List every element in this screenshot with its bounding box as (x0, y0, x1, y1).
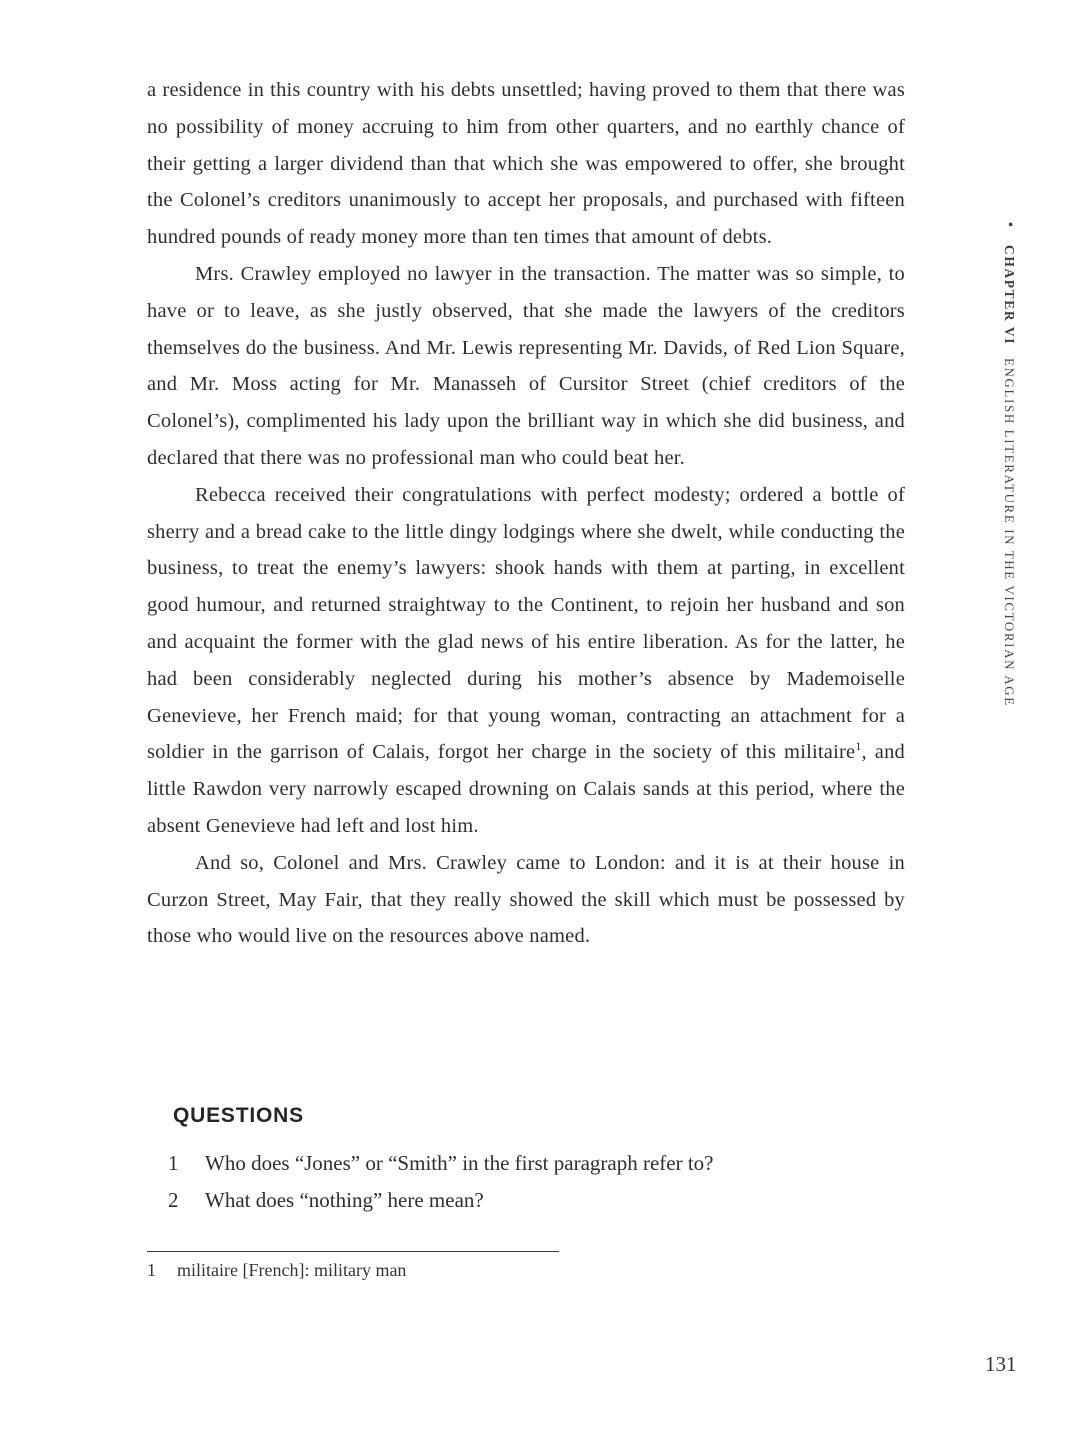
footnote (147, 1259, 559, 1282)
paragraph-4: And so, Colonel and Mrs. Crawley came to London: and it is at their house in Curzon Street, May Fair, that they really showed the skill which must be possessed by those who would live on the resources above named. (147, 851, 905, 948)
footnote-number: 1 (147, 1260, 156, 1280)
sidebar-chapter-label: CHAPTER VI (1002, 245, 1017, 346)
paragraph-1: a residence in this country with his debts unsettled; having proved to them that there was no possibility of money accruing to him from other quarters, and no earthly chance of their getting a larger dividend than that which she was empowered to offer, she brought the Colonel’s creditors unanimously to accept her proposals, and purchased with fifteen hundred pounds of ready money more than ten times that amount of debts. (147, 79, 905, 249)
sidebar-running-head (1000, 222, 1018, 742)
paragraph-2: Mrs. Crawley employed no lawyer in the transaction. The matter was so simple, to have or to leave, as she justly observed, that she made the lawyers of the creditors themselves do the business. And Mr. Lewis representing Mr. Davids, of Red Lion Square, and Mr. Moss acting for Mr. Manasseh of Cursitor Street (chief creditors of the Colonel’s), complimented his lady upon the brilliant way in which she did business, and declared that there was no professional man who could beat her. (147, 262, 905, 469)
question-item-1 (147, 1145, 907, 1182)
body-text-column (147, 72, 905, 955)
question-item-2 (147, 1182, 907, 1219)
bullet-icon: • (1002, 222, 1017, 229)
footnote-section (147, 1251, 559, 1282)
questions-list (147, 1145, 907, 1219)
paragraph-3-text-before-footnote: Rebecca received their congratulations with perfect modesty; ordered a bottle of sherry and a bread cake to the little dingy lodgings where she dwelt, while conducting the business, to treat the enemy’s lawyers: shook hands with them at parting, in excellent good humour, and returned straightway to the Continent, to rejoin her husband and son and acquaint the former with the glad news of his entire liberation. As for the latter, he had been considerably neglected during his mother’s absence by Mademoiselle Genevieve, her French maid; for that young woman, contracting an attachment for a soldier in the garrison of Calais, forgot her charge in the society of this militaire (147, 483, 905, 764)
question-number: 2 (168, 1188, 179, 1212)
question-text: What does “nothing” here mean? (205, 1188, 484, 1212)
question-number: 1 (168, 1151, 179, 1175)
paragraph-3-text-after-footnote: , and little Rawdon very narrowly escaped drowning on Calais sands at this period, where the absent Genevieve had left and lost him. (147, 741, 905, 837)
page-number: 131 (985, 1352, 1017, 1376)
footnote-text: militaire [French]: military man (177, 1260, 407, 1280)
question-text: Who does “Jones” or “Smith” in the first paragraph refer to? (205, 1151, 714, 1175)
sidebar-subtitle-label: ENGLISH LITERATURE IN THE VICTORIAN AGE (1002, 357, 1017, 707)
paragraph-3 (147, 477, 905, 845)
questions-section (147, 1104, 907, 1219)
footnote-reference-marker: 1 (855, 739, 862, 754)
questions-heading: QUESTIONS (173, 1104, 304, 1127)
